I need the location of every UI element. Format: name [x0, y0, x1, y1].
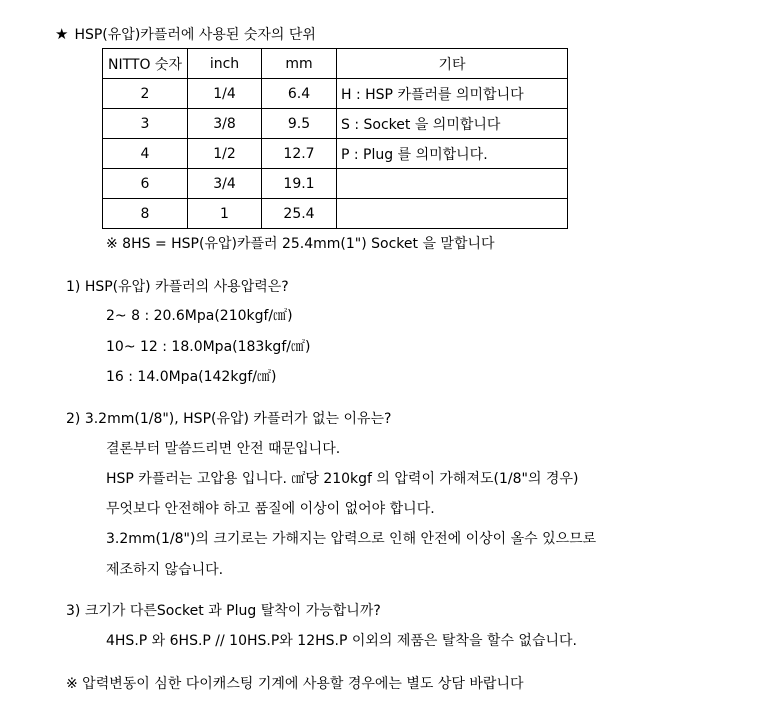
cell-etc: S : Socket 을 의미합니다 — [337, 109, 568, 139]
cell-nitto: 2 — [103, 79, 188, 109]
star-icon: ★ — [55, 25, 69, 43]
cell-etc: H : HSP 카플러를 의미합니다 — [337, 79, 568, 109]
cell-nitto: 4 — [103, 139, 188, 169]
cell-mm: 19.1 — [262, 169, 337, 199]
cell-inch: 1/2 — [188, 139, 262, 169]
header-etc: 기타 — [337, 49, 568, 79]
table-row — [103, 169, 568, 199]
table-header-row — [103, 49, 568, 79]
document-title — [55, 25, 316, 44]
header-nitto: NITTO 숫자 — [103, 49, 188, 79]
cell-inch: 1 — [188, 199, 262, 229]
section-2-line: 3.2mm(1/8")의 크기로는 가해지는 압력으로 인해 안전에 이상이 올수 있으므로 — [106, 531, 597, 547]
section-3-line: 4HS.P 와 6HS.P // 10HS.P와 12HS.P 이외의 제품은 탈착을 할수 없습니다. — [106, 633, 577, 649]
table-row — [103, 139, 568, 169]
title-text: HSP(유압)카플러에 사용된 숫자의 단위 — [74, 27, 316, 43]
cell-mm: 6.4 — [262, 79, 337, 109]
section-1-line: 10~ 12 : 18.0Mpa(183kgf/㎠) — [106, 339, 311, 355]
section-2-line: HSP 카플러는 고압용 입니다. ㎠당 210kgf 의 압력이 가해져도(1/8"의 경우) — [106, 471, 579, 487]
section-1-line: 2~ 8 : 20.6Mpa(210kgf/㎠) — [106, 308, 293, 324]
section-2-line: 무엇보다 안전해야 하고 품질에 이상이 없어야 합니다. — [106, 501, 435, 517]
footer-note: ※ 압력변동이 심한 다이캐스팅 기계에 사용할 경우에는 별도 상담 바랍니다 — [66, 676, 524, 692]
section-2-heading: 2) 3.2mm(1/8"), HSP(유압) 카플러가 없는 이유는? — [66, 411, 392, 427]
table-row — [103, 109, 568, 139]
cell-nitto: 3 — [103, 109, 188, 139]
header-inch: inch — [188, 49, 262, 79]
table-note: ※ 8HS = HSP(유압)카플러 25.4mm(1") Socket 을 말합니다 — [106, 236, 495, 252]
table-row — [103, 79, 568, 109]
header-mm: mm — [262, 49, 337, 79]
cell-nitto: 8 — [103, 199, 188, 229]
section-3-heading: 3) 크기가 다른Socket 과 Plug 탈착이 가능합니까? — [66, 603, 381, 619]
cell-mm: 25.4 — [262, 199, 337, 229]
cell-mm: 12.7 — [262, 139, 337, 169]
section-1-line: 16 : 14.0Mpa(142kgf/㎠) — [106, 369, 277, 385]
section-2-line: 결론부터 말씀드리면 안전 때문입니다. — [106, 441, 341, 457]
section-1-heading: 1) HSP(유압) 카플러의 사용압력은? — [66, 279, 289, 295]
cell-inch: 3/8 — [188, 109, 262, 139]
cell-etc — [337, 169, 568, 199]
cell-inch: 3/4 — [188, 169, 262, 199]
cell-etc — [337, 199, 568, 229]
section-2-line: 제조하지 않습니다. — [106, 562, 224, 578]
unit-table — [102, 48, 568, 229]
cell-nitto: 6 — [103, 169, 188, 199]
cell-mm: 9.5 — [262, 109, 337, 139]
table-row — [103, 199, 568, 229]
cell-inch: 1/4 — [188, 79, 262, 109]
cell-etc: P : Plug 를 의미합니다. — [337, 139, 568, 169]
